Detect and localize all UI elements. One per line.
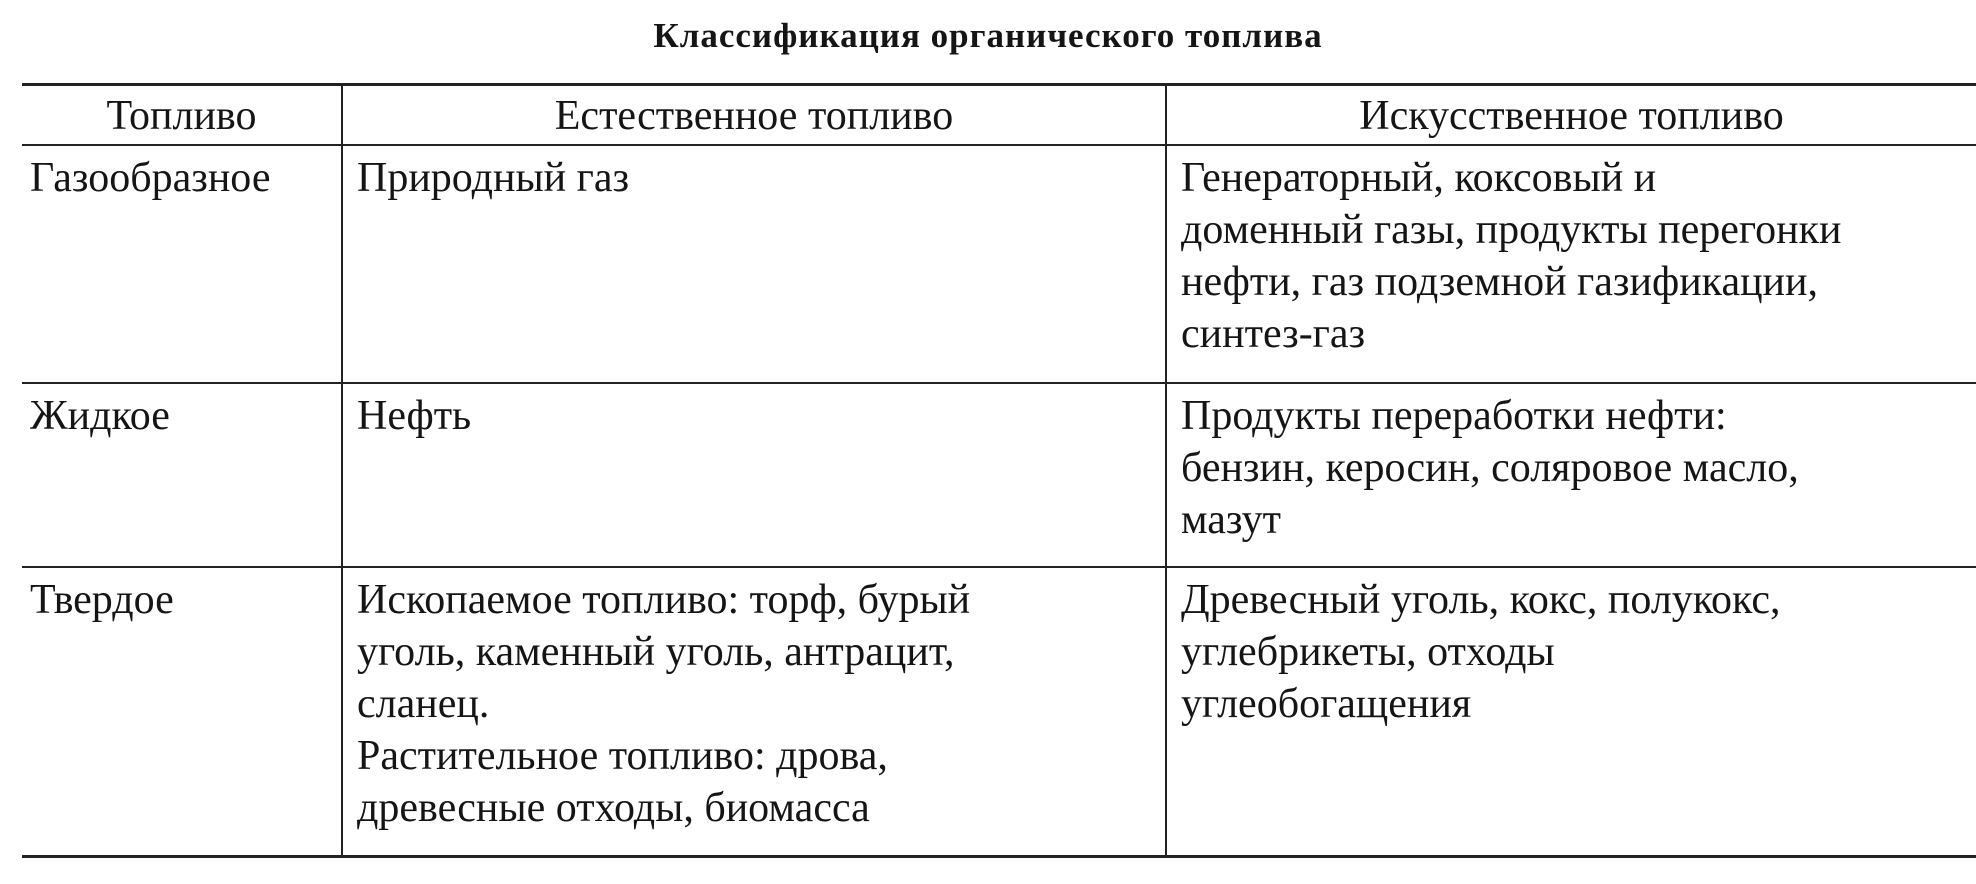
cell-line: Продукты переработки нефти: xyxy=(1181,392,1727,439)
fuel-type-cell: Газообразное xyxy=(22,145,342,383)
cell-line: Ископаемое топливо: торф, бурый xyxy=(357,576,971,623)
cell-line: Природный газ xyxy=(357,154,630,201)
header-artificial-fuel: Искусственное топливо xyxy=(1166,85,1976,145)
natural-fuel-cell xyxy=(342,383,1166,567)
artificial-fuel-cell xyxy=(1166,145,1976,383)
cell-line: Древесный уголь, кокс, полукокс, xyxy=(1181,576,1781,623)
fuel-type-cell: Жидкое xyxy=(22,383,342,567)
table-row xyxy=(22,145,1976,383)
artificial-fuel-cell xyxy=(1166,567,1976,857)
page-title: Классификация органического топлива xyxy=(653,16,1323,55)
cell-line: углеобогащения xyxy=(1181,680,1472,727)
cell-line: уголь, каменный уголь, антрацит, xyxy=(357,628,955,675)
natural-fuel-cell xyxy=(342,567,1166,857)
cell-line: Генераторный, коксовый и xyxy=(1181,154,1657,201)
cell-line: сланец. xyxy=(357,680,490,727)
cell-line: синтез-газ xyxy=(1181,310,1366,357)
table-row xyxy=(22,383,1976,567)
cell-line: Растительное топливо: дрова, xyxy=(357,732,888,779)
cell-line: нефти, газ подземной газификации, xyxy=(1181,258,1819,305)
artificial-fuel-cell xyxy=(1166,383,1976,567)
natural-fuel-cell xyxy=(342,145,1166,383)
fuel-type-cell: Твердое xyxy=(22,567,342,857)
cell-line: древесные отходы, биомасса xyxy=(357,784,870,831)
table-header-row xyxy=(22,85,1976,145)
fuel-classification-table xyxy=(22,83,1976,858)
cell-line: Нефть xyxy=(357,392,472,439)
header-fuel: Топливо xyxy=(22,85,342,145)
cell-line: мазут xyxy=(1181,496,1281,543)
cell-line: доменный газы, продукты перегонки xyxy=(1181,206,1842,253)
cell-line: углебрикеты, отходы xyxy=(1181,628,1555,675)
table-row xyxy=(22,567,1976,857)
header-natural-fuel: Естественное топливо xyxy=(342,85,1166,145)
cell-line: бензин, керосин, соляровое масло, xyxy=(1181,444,1799,491)
